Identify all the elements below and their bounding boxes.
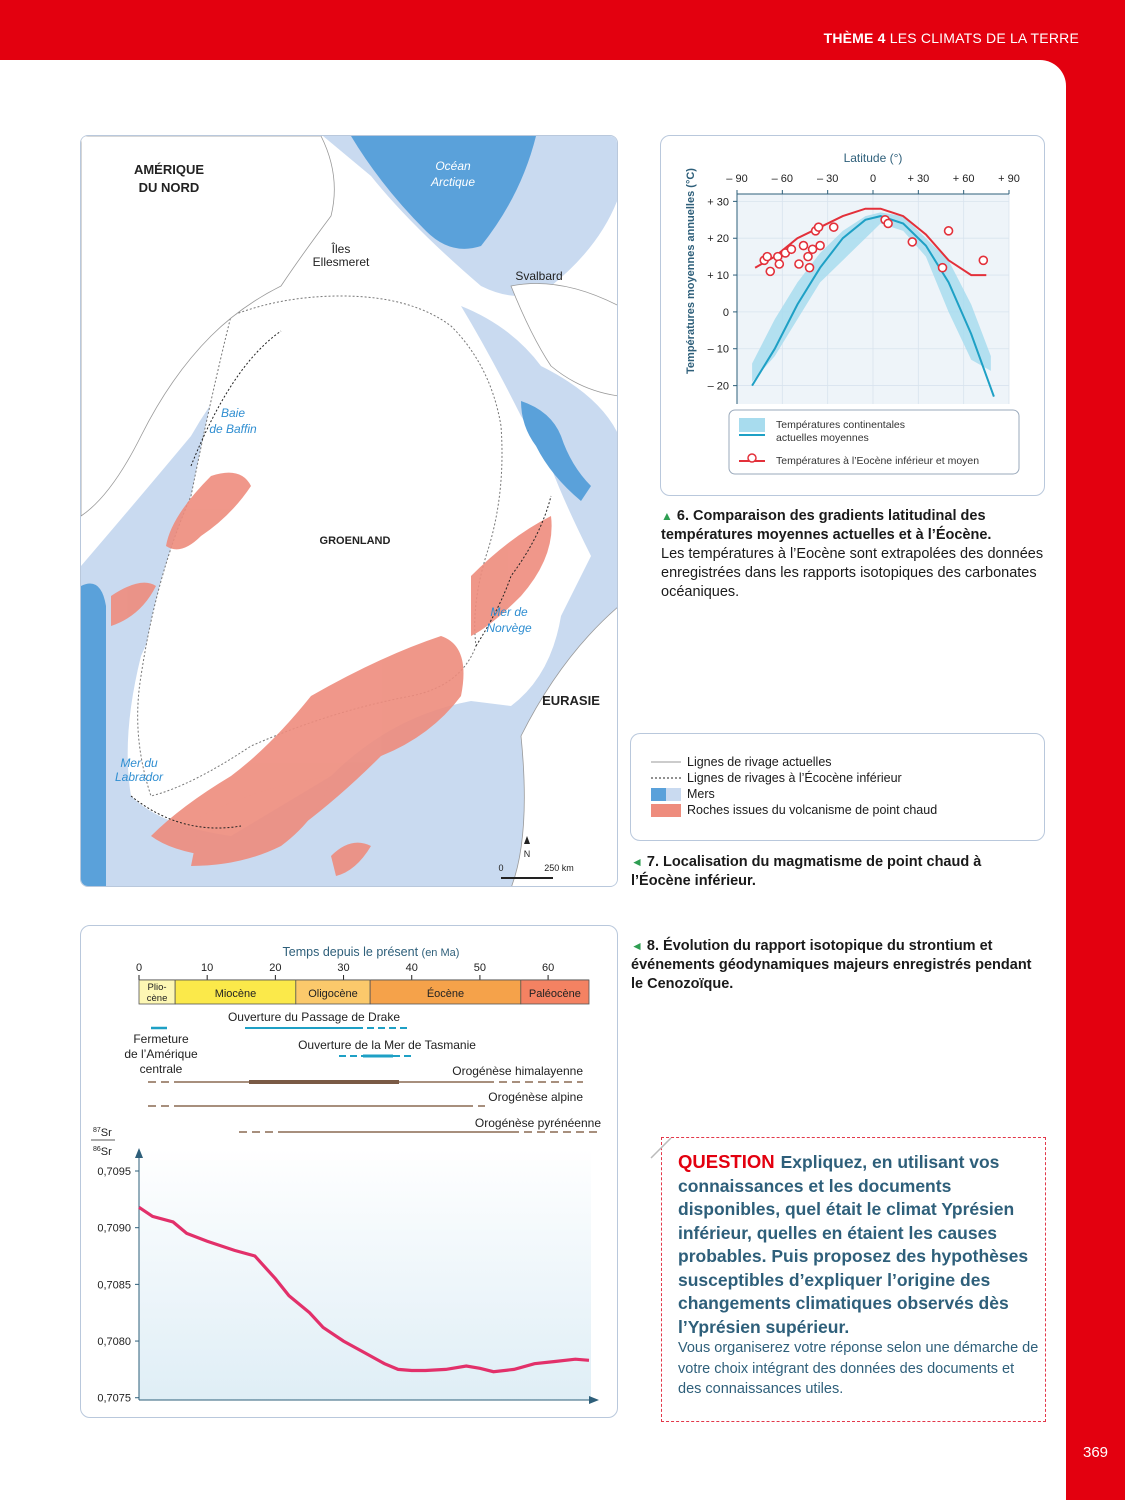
x-tick-label-5: + 60: [952, 173, 975, 185]
scale-zero: 0: [498, 863, 504, 873]
epoch-label-3: Éocène: [426, 988, 465, 1000]
doc6-caption-title: 6. Comparaison des gradients latitudinal des températures moyennes actuelles et à l’Éocène.: [661, 508, 992, 543]
label-labrador-2: Labrador: [114, 770, 164, 784]
doc8-panel: [80, 925, 618, 1418]
header-bar: [0, 0, 1125, 60]
event-tasmanie: Ouverture de la Mer de Tasmanie: [298, 1038, 476, 1052]
legend-shore-now: Lignes de rivage actuelles: [687, 755, 832, 769]
sr-y-tick-label-3: 0,7080: [97, 1336, 131, 1349]
question-text-block: [678, 1150, 1038, 1339]
label-north-america-2: DU NORD: [138, 180, 200, 195]
sr-y-ticks: [97, 1166, 139, 1405]
x-tick-label-2: – 30: [816, 173, 839, 185]
eocene-point-9: [804, 253, 812, 261]
y-tick-label-2: + 10: [707, 270, 729, 283]
eocene-point-7: [795, 260, 803, 268]
x-tick-label-0: – 90: [726, 173, 748, 185]
question-corner-icon: [650, 1137, 672, 1159]
y-axis-title: Températures moyennes annuelles (°C): [685, 168, 697, 374]
theme-title: [824, 30, 1079, 46]
x-tick-label-1: – 60: [771, 173, 794, 185]
epoch-bar: [139, 980, 589, 1004]
sr-y-tick-label-0: 0,7095: [97, 1166, 131, 1179]
legend-volcanic: Roches issues du volcanisme de point chaud: [687, 803, 938, 817]
x-axis-title: Latitude (°): [843, 151, 903, 165]
eocene-point-11: [809, 245, 817, 253]
question-sub: Vous organiserez votre réponse selon une démarche de votre choix intégrant des données des documents et des connaissances utiles.: [678, 1340, 1039, 1397]
epoch-label-4: Paléocène: [528, 988, 581, 1000]
legend-band-label-2: actuelles moyennes: [776, 432, 869, 444]
map-svg: [81, 136, 618, 887]
doc8-chart: [81, 926, 618, 1418]
label-ellesmere-2: Ellesmeret: [312, 255, 370, 269]
eocene-point-13: [815, 223, 823, 231]
y-label-top: $^{87}$Sr: [93, 1127, 112, 1139]
label-ocean-arctique-1: Océan: [435, 159, 471, 173]
eocene-point-8: [799, 242, 807, 250]
x-tick-label-6: + 90: [998, 173, 1020, 185]
doc8-caption-text: 8. Évolution du rapport isotopique du strontium et événements géodynamiques majeurs enregistrés pendant le Cenozoïque.: [631, 938, 1032, 992]
y-tick-label-1: + 20: [707, 233, 729, 246]
sr-y-tick-label-2: 0,7085: [97, 1279, 131, 1292]
time-tick-label-2: 20: [269, 962, 282, 974]
time-tick-label-3: 30: [337, 962, 350, 974]
sea-swatch-light: [666, 788, 681, 801]
question-head: QUESTION: [678, 1151, 775, 1172]
eocene-point-6: [787, 245, 795, 253]
event-alpine: Orogénèse alpine: [488, 1090, 583, 1104]
eocene-point-20: [945, 227, 953, 235]
time-axis-title: Temps depuis le présent (en Ma): [282, 945, 460, 959]
event-panama-1: Fermeture: [133, 1032, 189, 1046]
time-tick-label-1: 10: [201, 962, 214, 974]
question-text: Expliquez, en utilisant vos connaissances et les documents disponibles, quel était le climat Yprésien inférieur, quelles en étaient les causes probables. Puis proposez des hypothèses susceptibles d’expliquer l’origine des changements climatiques observés dès l’Yprésien supérieur.: [678, 1152, 1029, 1337]
event-drake: Ouverture du Passage de Drake: [227, 1010, 401, 1024]
epoch-label2-0: cène: [146, 993, 168, 1004]
doc6-caption: ▲ 6. Comparaison des gradients latitudinal des températures moyennes actuelles et à l’Éocène. Les températures à l’Eocène sont extrapolées des données enregistrées dans les rapports isotopiques des carbonates océaniques.: [661, 508, 1044, 600]
label-baffin-1: Baie: [220, 406, 246, 420]
eocene-point-21: [979, 256, 987, 264]
y-tick-label-0: + 30: [707, 196, 729, 209]
doc8-caption: ◄ 8. Évolution du rapport isotopique du strontium et événements géodynamiques majeurs enregistrés pendant le Cenozoïque.: [631, 938, 1032, 992]
theme-name: LES CLIMATS DE LA TERRE: [889, 30, 1079, 46]
label-svalbard: Svalbard: [515, 269, 563, 283]
y-tick-label-5: – 20: [707, 380, 729, 393]
map-panel: [80, 135, 618, 887]
legend-seas: Mers: [687, 787, 715, 801]
epoch-label-0: Plio-: [147, 982, 167, 993]
label-baffin-2: de Baffin: [209, 422, 257, 436]
legend-shore-eocene: Lignes de rivages à l’Écocène inférieur: [687, 771, 902, 785]
doc6-panel: [660, 135, 1045, 496]
label-labrador-1: Mer du: [120, 756, 158, 770]
eocene-point-18: [908, 238, 916, 246]
epoch-label-2: Oligocène: [308, 988, 358, 1000]
event-himalaya: Orogénèse himalayenne: [452, 1064, 583, 1078]
time-ticks: [136, 962, 589, 980]
doc6-caption-text: Les températures à l’Eocène sont extrapolées des données enregistrées dans les rapports isotopiques des carbonates océaniques.: [661, 546, 1044, 600]
y-label-bottom: $^{86}$Sr: [93, 1146, 112, 1158]
scale-km: 250 km: [544, 863, 574, 873]
legend-band-swatch: [739, 418, 765, 432]
epoch-label-1: Miocène: [214, 988, 257, 1000]
sr-x-axis-arrow-icon: [589, 1396, 599, 1404]
legend-point-marker: [748, 454, 756, 462]
label-eurasie: EURASIE: [542, 693, 600, 708]
legend-point-label: Températures à l’Eocène inférieur et moyen: [776, 455, 980, 467]
doc7-legend: [630, 733, 1045, 841]
eocene-point-17: [884, 219, 892, 227]
sr-y-tick-label-1: 0,7090: [97, 1222, 131, 1235]
question-box: [661, 1137, 1046, 1422]
label-ellesmere-1: Îles: [331, 242, 351, 256]
eocene-point-19: [939, 264, 947, 272]
doc6-chart: [661, 136, 1045, 496]
time-tick-label-5: 50: [473, 962, 487, 974]
sea-deep-west: [81, 584, 106, 888]
time-tick-label-4: 40: [405, 962, 418, 974]
event-panama-2: de l’Amérique: [124, 1047, 198, 1061]
eocene-point-1: [763, 253, 771, 261]
doc7-caption: ◄ 7. Localisation du magmatisme de point chaud à l’Éocène inférieur.: [631, 854, 982, 889]
sr-y-tick-label-4: 0,7075: [97, 1392, 131, 1405]
events: [124, 1010, 601, 1132]
x-tick-label-4: + 30: [907, 173, 930, 185]
y-tick-label-3: 0: [722, 306, 729, 319]
event-pyreneenne: Orogénèse pyrénéenne: [474, 1116, 601, 1130]
eocene-point-4: [775, 260, 783, 268]
theme-label: THÈME 4: [823, 30, 886, 46]
volcanic-swatch: [651, 804, 681, 817]
label-greenland: GROENLAND: [319, 535, 391, 547]
sr-plot-area: [139, 1148, 591, 1400]
sea-swatch-dark: [651, 788, 666, 801]
label-norvege-2: Norvège: [486, 621, 532, 635]
event-panama-3: centrale: [139, 1062, 183, 1076]
x-tick-label-3: 0: [869, 173, 877, 185]
label-ocean-arctique-2: Arctique: [430, 175, 476, 189]
legend-band-label: Températures continentales: [776, 419, 905, 431]
eocene-point-10: [806, 264, 814, 272]
doc7-caption-text: 7. Localisation du magmatisme de point chaud à l’Éocène inférieur.: [631, 854, 982, 889]
label-north-america-1: AMÉRIQUE: [133, 162, 205, 177]
time-tick-label-0: 0: [135, 962, 143, 974]
eocene-point-14: [816, 242, 824, 250]
time-tick-label-6: 60: [541, 962, 555, 974]
label-norvege-1: Mer de: [490, 605, 528, 619]
eocene-point-15: [830, 223, 838, 231]
label-north: N: [523, 849, 531, 859]
y-tick-label-4: – 10: [707, 343, 729, 356]
page-number: 369: [1082, 1444, 1109, 1461]
eocene-point-2: [766, 267, 774, 275]
